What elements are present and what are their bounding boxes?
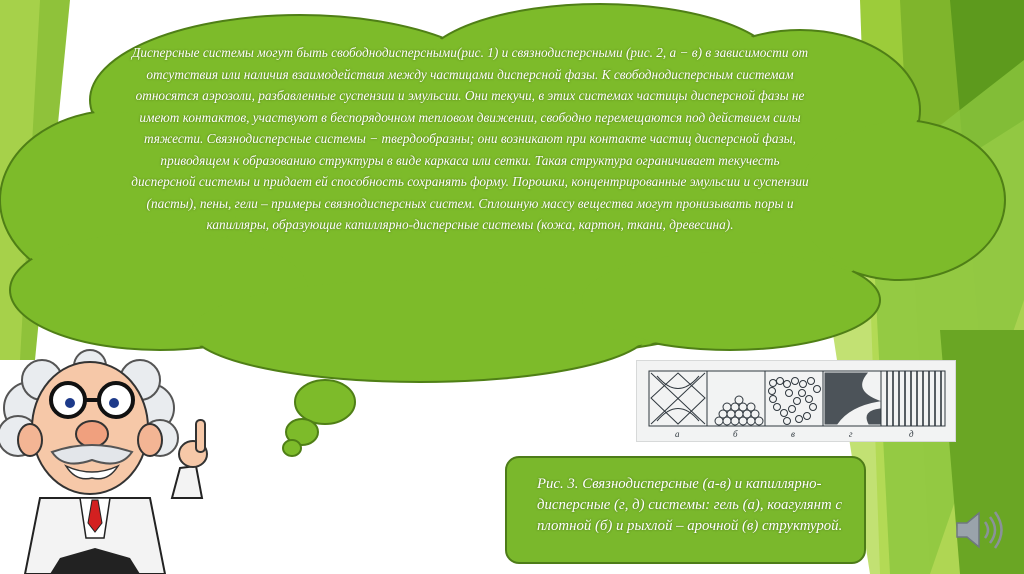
professor-illustration bbox=[0, 348, 240, 574]
label-g: г bbox=[849, 429, 853, 439]
dispersion-figure bbox=[636, 360, 956, 442]
thought-bubbles bbox=[283, 380, 355, 456]
label-v: в bbox=[791, 429, 795, 439]
figure-caption: Рис. 3. Связнодисперсные (а-в) и капиллярно-дисперсные (г, д) системы: гель (а), коагулянт с плотной (б) и рыхлой – арочной (в) структурой. bbox=[505, 456, 866, 564]
speaker-icon[interactable] bbox=[951, 505, 1011, 555]
label-d: д bbox=[909, 429, 914, 439]
label-b: б bbox=[733, 429, 738, 439]
label-a: а bbox=[675, 429, 680, 439]
main-paragraph: Дисперсные системы могут быть свободнодисперсными(рис. 1) и связнодисперсными (рис. 2, а − в) в зависимости от отсутствия или наличия взаимодействия между частицами дисперсной фазы. К свободнодисперсным системам относятся аэрозоли, разбавленные суспензии и эмульсии. Они текучи, в этих системах частицы дисперсной фазы не имеют контактов, участвуют в беспорядочном тепловом движении, свободно перемещаются под действием силы тяжести. Связнодисперсные системы − твердообразны; они возникают при контакте частиц дисперсной фазы, приводящем к образованию структуры в виде каркаса или сетки. Такая структура ограничивает текучесть дисперсной системы и придает ей способность сохранять форму. Порошки, концентрированные эмульсии и суспензии (пасты), пены, гели – примеры связнодисперсных систем. Сплошную массу вещества могут пронизывать поры и капилляры, образующие капиллярно-дисперсные системы (кожа, картон, ткани, древесина). bbox=[131, 45, 809, 232]
